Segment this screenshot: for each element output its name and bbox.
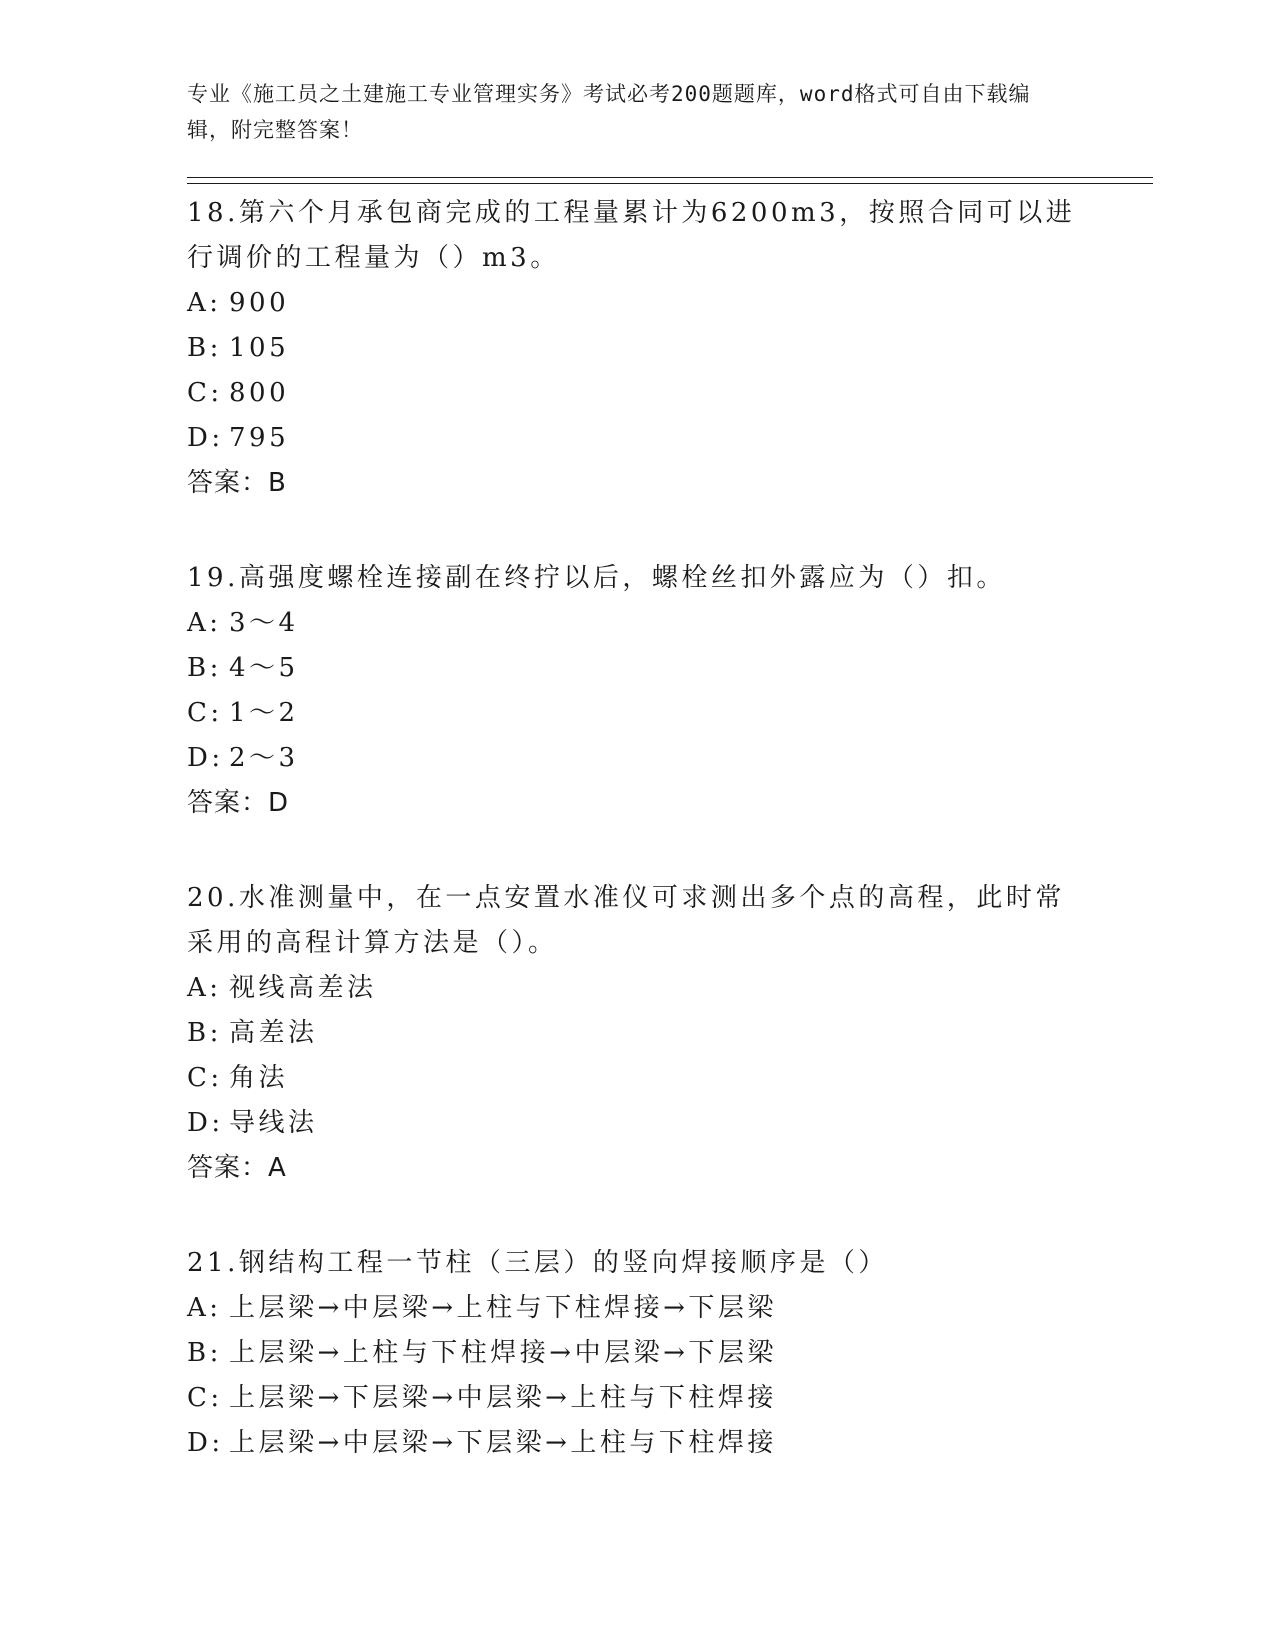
option-key: B:: [187, 1018, 222, 1048]
question-20: [187, 876, 1087, 1191]
question-21: [187, 1241, 1087, 1466]
option-text: 795: [229, 423, 290, 453]
option-text: 2～3: [229, 743, 299, 773]
option-text: 上层梁→中层梁→下层梁→上柱与下柱焊接: [229, 1428, 777, 1458]
option-text: 视线高差法: [229, 973, 377, 1003]
option-key: A:: [187, 608, 222, 638]
option-key: C:: [187, 1063, 223, 1093]
option-b: [187, 1331, 1087, 1376]
option-key: B:: [187, 653, 222, 683]
option-a: [187, 1286, 1087, 1331]
option-a: [187, 966, 1087, 1011]
option-d: [187, 416, 1087, 461]
option-c: [187, 371, 1087, 416]
option-key: D:: [187, 423, 224, 453]
question-text: 20.水准测量中，在一点安置水准仪可求测出多个点的高程，此时常采用的高程计算方法是（）。: [187, 883, 1065, 958]
option-a: [187, 281, 1087, 326]
option-text: 4～5: [229, 653, 299, 683]
question-text: 19.高强度螺栓连接副在终拧以后，螺栓丝扣外露应为（）扣。: [187, 563, 1006, 593]
option-key: C:: [187, 698, 223, 728]
option-b: [187, 1011, 1087, 1056]
question-18: [187, 191, 1087, 506]
option-key: B:: [187, 333, 222, 363]
option-text: 105: [229, 333, 290, 363]
option-text: 上层梁→下层梁→中层梁→上柱与下柱焊接: [229, 1383, 777, 1413]
question-text: 18.第六个月承包商完成的工程量累计为6200m3，按照合同可以进行调价的工程量为（）m3。: [187, 198, 1076, 273]
header-divider-bottom: [187, 183, 1153, 184]
option-key: D:: [187, 1108, 224, 1138]
option-text: 1～2: [229, 698, 299, 728]
option-text: 高差法: [229, 1018, 318, 1048]
option-b: [187, 326, 1087, 371]
answer-line: 答案：A: [187, 1153, 287, 1183]
option-b: [187, 646, 1087, 691]
answer-line: 答案：B: [187, 468, 287, 498]
option-key: C:: [187, 1383, 223, 1413]
option-text: 3～4: [229, 608, 299, 638]
option-a: [187, 601, 1087, 646]
option-key: C:: [187, 378, 223, 408]
option-text: 上层梁→中层梁→上柱与下柱焊接→下层梁: [229, 1293, 777, 1323]
question-list: [187, 191, 1087, 1516]
option-key: B:: [187, 1338, 222, 1368]
option-c: [187, 1376, 1087, 1421]
option-text: 800: [229, 378, 290, 408]
option-key: A:: [187, 288, 222, 318]
header-divider-top: [187, 177, 1153, 178]
option-d: [187, 736, 1087, 781]
option-text: 角法: [229, 1063, 289, 1093]
option-text: 上层梁→上柱与下柱焊接→中层梁→下层梁: [229, 1338, 777, 1368]
option-text: 导线法: [229, 1108, 318, 1138]
option-key: A:: [187, 973, 222, 1003]
option-c: [187, 691, 1087, 736]
option-d: [187, 1421, 1087, 1466]
option-c: [187, 1056, 1087, 1101]
option-key: D:: [187, 743, 224, 773]
option-text: 900: [229, 288, 290, 318]
option-key: D:: [187, 1428, 224, 1458]
option-d: [187, 1101, 1087, 1146]
option-key: A:: [187, 1293, 222, 1323]
answer-line: 答案：D: [187, 788, 290, 818]
question-text: 21.钢结构工程一节柱（三层）的竖向焊接顺序是（）: [187, 1248, 888, 1278]
question-19: [187, 556, 1087, 826]
document-header: 专业《施工员之土建施工专业管理实务》考试必考200题题库，word格式可自由下载编辑，附完整答案！: [187, 82, 1031, 142]
